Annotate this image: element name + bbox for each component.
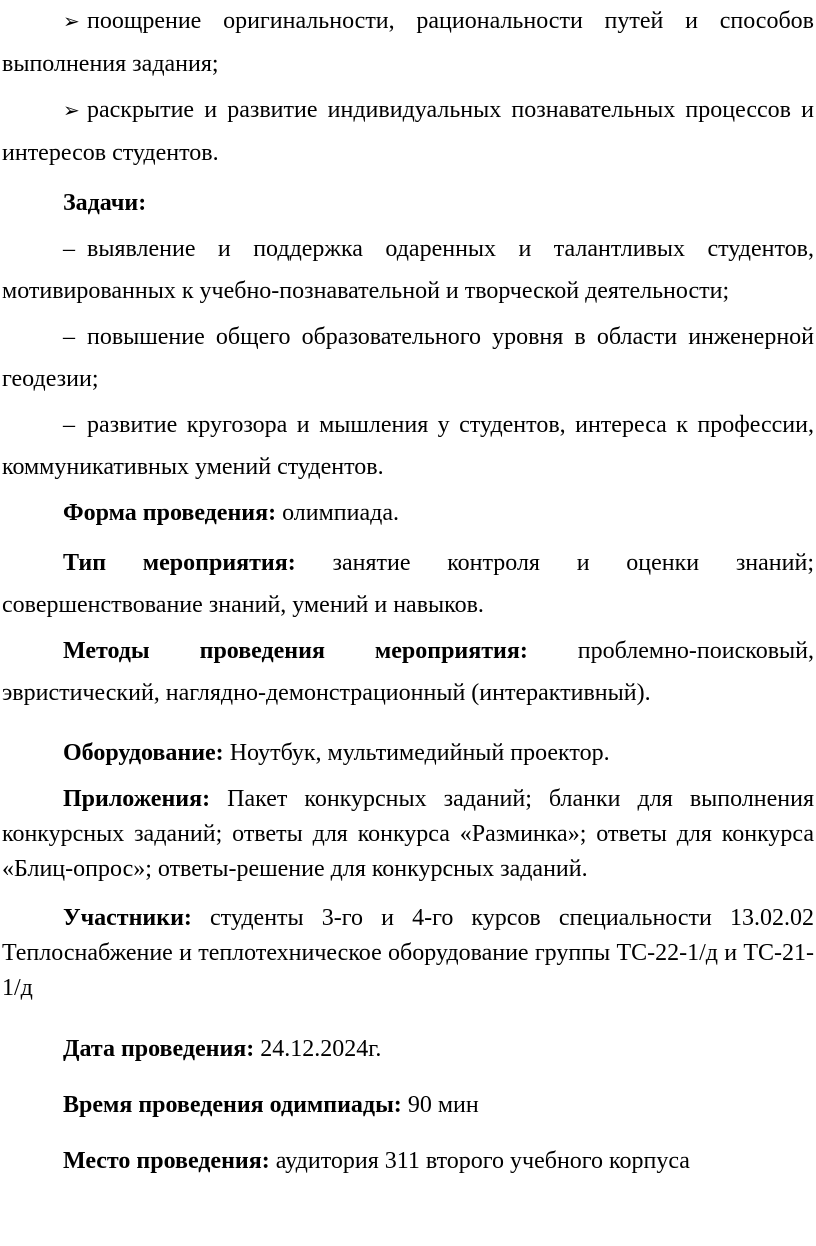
- type-label: Тип мероприятия:: [63, 550, 296, 576]
- appendices-value: Пакет конкурсных заданий; бланки для выполнения конкурсных заданий; ответы для конкурса «Разминка»; ответы для конкурса «Блиц-опрос»; ответы-решение для конкурсных заданий.: [2, 786, 815, 882]
- goal-item-text: поощрение оригинальности, рациональности путей и способов выполнения задания;: [2, 8, 814, 77]
- place-label: Место проведения:: [63, 1148, 270, 1174]
- equipment-label: Оборудование:: [63, 740, 224, 766]
- appendices-field: [2, 782, 814, 887]
- form-label: Форма проведения:: [63, 500, 277, 526]
- goal-item-text: раскрытие и развитие индивидуальных познавательных процессов и интересов студентов.: [2, 97, 814, 166]
- methods-value: проблемно-поисковый, эвристический, наглядно-демонстрационный (интерактивный).: [2, 638, 814, 706]
- form-value: олимпиада.: [282, 500, 399, 526]
- arrow-bullet-icon: ➢: [63, 11, 80, 33]
- dash-bullet-icon: –: [63, 412, 75, 438]
- methods-field: [2, 630, 814, 714]
- duration-label: Время проведения одимпиады:: [63, 1092, 402, 1118]
- type-field: [2, 542, 814, 626]
- participants-value: студенты 3-го и 4-го курсов специальности 13.02.02 Теплоснабжение и теплотехническое оборудование группы ТС-22-1/д и ТС-21-1/д: [2, 905, 815, 1001]
- methods-label: Методы проведения мероприятия:: [63, 638, 528, 664]
- tasks-heading: Задачи:: [63, 190, 147, 216]
- participants-label: Участники:: [63, 905, 192, 931]
- goal-item: [2, 89, 814, 174]
- task-item-text: выявление и поддержка одаренных и талантливых студентов, мотивированных к учебно-познавательной и творческой деятельности;: [2, 236, 814, 304]
- arrow-bullet-icon: ➢: [63, 100, 80, 122]
- task-item-text: развитие кругозора и мышления у студентов, интереса к профессии, коммуникативных умений студентов.: [2, 412, 814, 480]
- participants-field: [2, 901, 814, 1006]
- date-field: [2, 1028, 814, 1070]
- place-value: аудитория 311 второго учебного корпуса: [275, 1148, 690, 1174]
- equipment-value: Ноутбук, мультимедийный проектор.: [229, 740, 610, 766]
- dash-bullet-icon: –: [63, 236, 75, 262]
- goal-item: [2, 0, 814, 85]
- form-field: [2, 492, 814, 534]
- task-item: [2, 316, 814, 400]
- document-page: [2, 0, 814, 1182]
- type-value: занятие контроля и оценки знаний; совершенствование знаний, умений и навыков.: [2, 550, 815, 618]
- equipment-field: [2, 732, 814, 774]
- dash-bullet-icon: –: [63, 324, 75, 350]
- place-field: [2, 1140, 814, 1182]
- date-label: Дата проведения:: [63, 1036, 255, 1062]
- duration-field: [2, 1084, 814, 1126]
- duration-value: 90 мин: [407, 1092, 479, 1118]
- appendices-label: Приложения:: [63, 786, 211, 812]
- task-item: [2, 404, 814, 488]
- date-value: 24.12.2024г.: [260, 1036, 382, 1062]
- task-item: [2, 228, 814, 312]
- task-item-text: повышение общего образовательного уровня в области инженерной геодезии;: [2, 324, 814, 392]
